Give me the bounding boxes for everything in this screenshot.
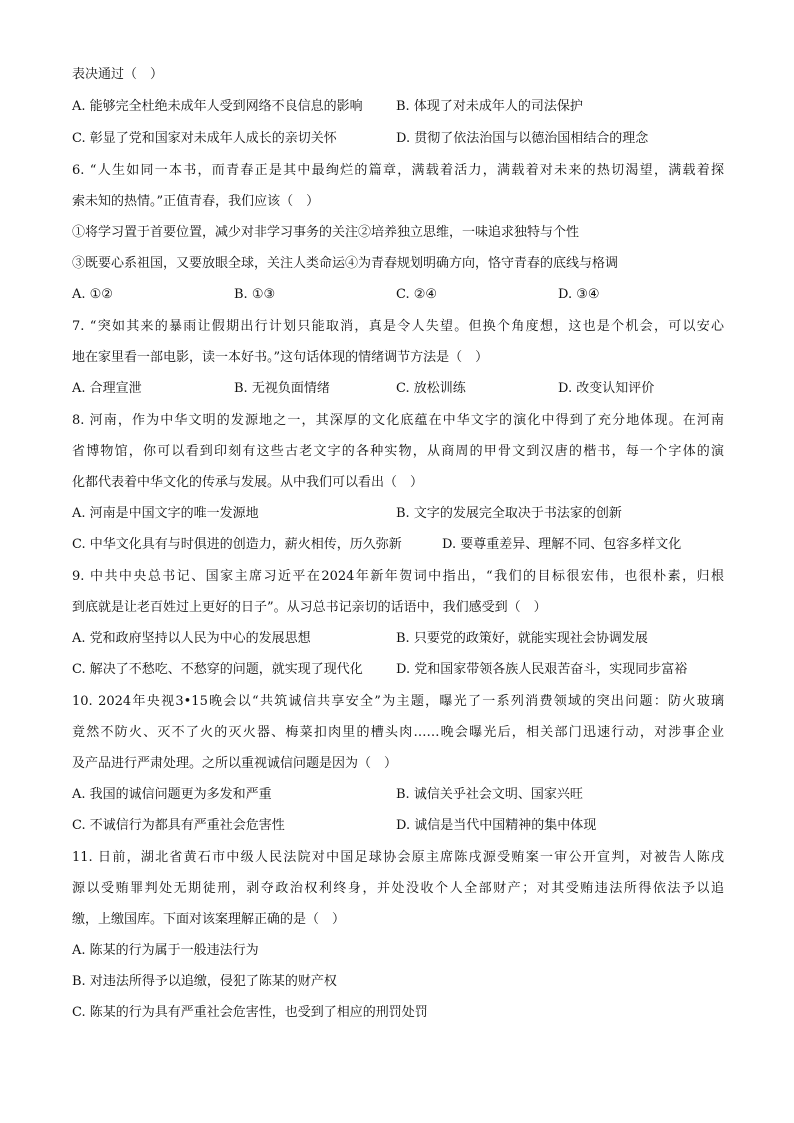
q6-statements-2: ③既要心系祖国，又要放眼全球，关注人类命运④为青春规划明确方向，恪守青春的底线与格调 (72, 256, 619, 271)
q7-option-d: D. 改变认知评价 (558, 381, 655, 396)
q7-stem-line-2: 地在家里看一部电影，读一本好书。”这句话体现的情绪调节方法是（ ） (72, 350, 489, 365)
q9-option-c: C. 解决了不愁吃、不愁穿的问题，就实现了现代化 (72, 662, 363, 677)
q7-option-a: A. 合理宣泄 (72, 381, 142, 396)
q6-option-c: C. ②④ (396, 287, 438, 302)
q10-stem-line-2: 竟然不防火、灭不了火的灭火器、梅菜扣肉里的槽头肉……晚会曝光后，相关部门迅速行动，对涉事企业 (72, 725, 724, 740)
q8-option-c: C. 中华文化具有与时俱进的创造力，薪火相传，历久弥新 (72, 537, 402, 552)
q6-stem-line-2: 索未知的热情。”正值青春，我们应该（ ） (72, 194, 320, 209)
q10-option-d: D. 诚信是当代中国精神的集中体现 (396, 818, 597, 833)
q8-option-a: A. 河南是中国文字的唯一发源地 (72, 506, 259, 521)
q7-option-c: C. 放松训练 (396, 381, 466, 396)
q10-option-a: A. 我国的诚信问题更为多发和严重 (72, 787, 272, 802)
q5-option-c: C. 彰显了党和国家对未成年人成长的亲切关怀 (72, 131, 337, 146)
q11-stem-line-3: 缴，上缴国库。下面对该案理解正确的是（ ） (72, 912, 346, 927)
q10-option-c: C. 不诚信行为都具有严重社会危害性 (72, 818, 285, 833)
q5-option-b: B. 体现了对未成年人的司法保护 (396, 99, 583, 114)
q5-stem-end: 表决通过（ ） (72, 67, 164, 82)
q7-stem-line-1: 7. “突如其来的暴雨让假期出行计划只能取消，真是令人失望。但换个角度想，这也是个机会，可以安心 (72, 319, 724, 334)
q11-option-a: A. 陈某的行为属于一般违法行为 (72, 943, 259, 958)
q11-stem-line-1: 11. 日前，湖北省黄石市中级人民法院对中国足球协会原主席陈戌源受贿案一审公开宣判，对被告人陈戌 (72, 850, 724, 865)
q8-stem-line-3: 化都代表着中华文化的传承与发展。从中我们可以看出（ ） (72, 475, 424, 490)
q6-option-a: A. ①② (72, 287, 113, 302)
q7-option-b: B. 无视负面情绪 (234, 381, 330, 396)
q6-option-b: B. ①③ (234, 287, 276, 302)
q9-option-d: D. 党和国家带领各族人民艰苦奋斗，实现同步富裕 (396, 662, 688, 677)
q9-option-b: B. 只要党的政策好，就能实现社会协调发展 (396, 631, 648, 646)
q9-stem-line-2: 到底就是让老百姓过上更好的日子”。从习总书记亲切的话语中，我们感受到（ ） (72, 600, 547, 615)
q9-stem-line-1: 9. 中共中央总书记、国家主席习近平在2024年新年贺词中指出，“我们的目标很宏伟，也很朴素，归根 (72, 569, 724, 584)
q6-statements-1: ①将学习置于首要位置，减少对非学习事务的关注②培养独立思维，一味追求独特与个性 (72, 225, 580, 240)
q8-stem-line-1: 8. 河南，作为中华文明的发源地之一，其深厚的文化底蕴在中华文字的演化中得到了充分地体现。在河南 (72, 413, 724, 428)
q8-option-b: B. 文字的发展完全取决于书法家的创新 (396, 506, 622, 521)
q6-option-d: D. ③④ (558, 287, 600, 302)
q6-stem-line-1: 6. “人生如同一本书，而青春正是其中最绚烂的篇章，满载着活力，满载着对未来的热切渴望，满载着探 (72, 163, 724, 178)
q11-option-b: B. 对违法所得予以追缴，侵犯了陈某的财产权 (72, 974, 337, 989)
q8-stem-line-2: 省博物馆，你可以看到印刻有这些古老文字的各种实物，从商周的甲骨文到汉唐的楷书，每一个字体的演 (72, 444, 724, 459)
q9-option-a: A. 党和政府坚持以人民为中心的发展思想 (72, 631, 311, 646)
q11-stem-line-2: 源以受贿罪判处无期徒刑，剥夺政治权利终身，并处没收个人全部财产；对其受贿违法所得依法予以追 (72, 881, 724, 896)
q8-option-d: D. 要尊重差异、理解不同、包容多样文化 (442, 537, 682, 552)
q11-option-c: C. 陈某的行为具有严重社会危害性，也受到了相应的刑罚处罚 (72, 1005, 428, 1020)
q10-option-b: B. 诚信关乎社会文明、国家兴旺 (396, 787, 583, 802)
q5-option-d: D. 贯彻了依法治国与以德治国相结合的理念 (396, 131, 649, 146)
q5-option-a: A. 能够完全杜绝未成年人受到网络不良信息的影响 (72, 99, 363, 114)
q10-stem-line-1: 10. 2024年央视3•15晚会以“共筑诚信共享安全”为主题，曝光了一系列消费领域的突出问题：防火玻璃 (72, 694, 724, 709)
q10-stem-line-3: 及产品进行严肃处理。之所以重视诚信问题是因为（ ） (72, 756, 398, 771)
